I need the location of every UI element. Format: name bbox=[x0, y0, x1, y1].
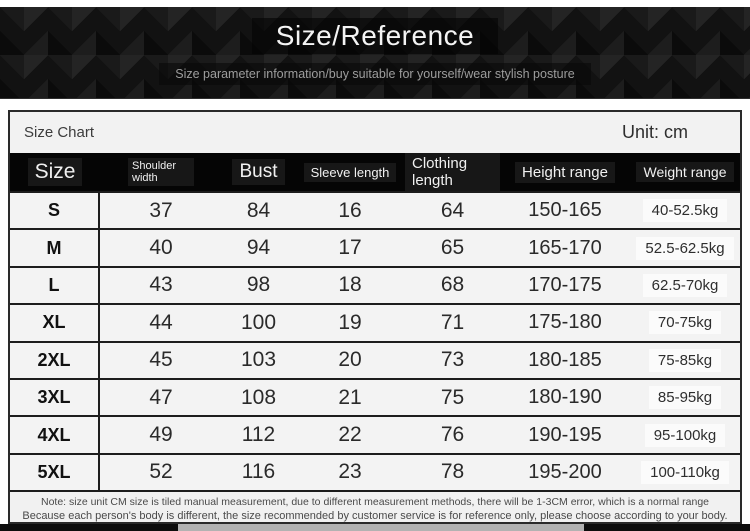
weight-cell bbox=[630, 193, 740, 228]
clothing-cell: 68 bbox=[440, 273, 465, 297]
header-cell-weight bbox=[630, 153, 740, 191]
header-cell-bust bbox=[222, 153, 295, 191]
bust-cell: 98 bbox=[246, 273, 271, 297]
header-size-label: Size bbox=[28, 158, 83, 186]
height-cell: 180-190 bbox=[528, 386, 602, 409]
height-cell: 175-180 bbox=[528, 311, 602, 334]
shoulder-cell: 43 bbox=[149, 273, 173, 297]
bust-cell: 112 bbox=[241, 423, 276, 447]
shoulder-cell: 37 bbox=[149, 198, 173, 222]
sleeve-cell: 22 bbox=[338, 423, 362, 447]
weight-value: 85-95kg bbox=[649, 386, 721, 409]
bottom-strip-gray-segment bbox=[178, 524, 584, 531]
table-row-3xl bbox=[10, 378, 740, 415]
measurement-note bbox=[10, 490, 740, 522]
size-cell: 4XL bbox=[10, 417, 100, 452]
size-chart-panel bbox=[8, 110, 742, 524]
clothing-cell: 71 bbox=[440, 310, 465, 334]
bust-cell: 94 bbox=[246, 236, 271, 260]
shoulder-cell: 52 bbox=[149, 460, 173, 484]
unit-label: Unit: cm bbox=[621, 122, 688, 142]
header-cell-sleeve bbox=[295, 153, 405, 191]
height-cell: 195-200 bbox=[528, 460, 602, 483]
shoulder-cell: 40 bbox=[149, 236, 173, 260]
table-row-s bbox=[10, 191, 740, 228]
table-header-row bbox=[10, 153, 740, 191]
header-cell-size bbox=[10, 153, 100, 191]
weight-cell bbox=[630, 417, 740, 452]
weight-cell bbox=[630, 380, 740, 415]
header-sleeve-label: Sleeve length bbox=[304, 163, 397, 182]
table-row-2xl bbox=[10, 341, 740, 378]
weight-cell bbox=[630, 455, 740, 490]
height-cell: 170-175 bbox=[528, 273, 602, 296]
table-row-xl bbox=[10, 303, 740, 340]
weight-cell bbox=[630, 230, 740, 265]
note-line-1: Note: size unit CM size is tiled manual measurement, due to different measurement methods, there will be 1-3CM error, which is a normal range bbox=[40, 496, 710, 509]
clothing-cell: 64 bbox=[440, 198, 465, 222]
header-cell-height bbox=[500, 153, 630, 191]
size-chart-header-bar bbox=[10, 112, 740, 153]
sleeve-cell: 21 bbox=[338, 385, 362, 409]
weight-cell bbox=[630, 305, 740, 340]
weight-cell bbox=[630, 343, 740, 378]
bust-cell: 84 bbox=[246, 198, 271, 222]
page-subtitle: Size parameter information/buy suitable for yourself/wear stylish posture bbox=[159, 63, 591, 85]
size-cell: S bbox=[10, 193, 100, 228]
size-cell: 3XL bbox=[10, 380, 100, 415]
clothing-cell: 73 bbox=[440, 348, 465, 372]
sleeve-cell: 20 bbox=[338, 348, 362, 372]
header-cell-shoulder bbox=[100, 153, 222, 191]
header-clothing-label: Clothing length bbox=[405, 153, 500, 191]
bottom-strip bbox=[0, 524, 750, 531]
shoulder-cell: 45 bbox=[149, 348, 173, 372]
weight-value: 62.5-70kg bbox=[643, 274, 728, 297]
page-title: Size/Reference bbox=[252, 18, 498, 54]
weight-cell bbox=[630, 268, 740, 303]
sleeve-cell: 18 bbox=[338, 273, 362, 297]
size-cell: M bbox=[10, 230, 100, 265]
clothing-cell: 78 bbox=[440, 460, 465, 484]
weight-value: 70-75kg bbox=[649, 311, 721, 334]
shoulder-cell: 47 bbox=[149, 385, 173, 409]
bust-cell: 103 bbox=[240, 348, 277, 372]
clothing-cell: 75 bbox=[440, 385, 465, 409]
header-shoulder-label: Shoulder width bbox=[128, 158, 194, 186]
banner bbox=[0, 7, 750, 99]
bust-cell: 100 bbox=[240, 310, 277, 334]
sleeve-cell: 17 bbox=[338, 236, 362, 260]
table-row-5xl bbox=[10, 453, 740, 490]
header-height-label: Height range bbox=[515, 162, 615, 183]
shoulder-cell: 49 bbox=[149, 423, 173, 447]
table-body bbox=[10, 191, 740, 490]
table-row-m bbox=[10, 228, 740, 265]
clothing-cell: 76 bbox=[440, 423, 465, 447]
table-row-4xl bbox=[10, 415, 740, 452]
size-cell: 2XL bbox=[10, 343, 100, 378]
sleeve-cell: 19 bbox=[338, 310, 362, 334]
clothing-cell: 65 bbox=[440, 236, 465, 260]
size-cell: XL bbox=[10, 305, 100, 340]
height-cell: 165-170 bbox=[528, 236, 602, 259]
header-cell-clothing bbox=[405, 153, 500, 191]
size-chart-label: Size Chart bbox=[24, 124, 95, 141]
bust-cell: 116 bbox=[241, 460, 276, 484]
bust-cell: 108 bbox=[240, 385, 277, 409]
weight-value: 100-110kg bbox=[641, 461, 729, 484]
shoulder-cell: 44 bbox=[149, 310, 173, 334]
size-cell: 5XL bbox=[10, 455, 100, 490]
height-cell: 190-195 bbox=[528, 423, 602, 446]
weight-value: 75-85kg bbox=[649, 349, 721, 372]
header-weight-label: Weight range bbox=[636, 162, 733, 182]
weight-value: 95-100kg bbox=[645, 424, 726, 447]
size-cell: L bbox=[10, 268, 100, 303]
note-line-2: Because each person's body is different, the size recommended by customer service is for reference only, please choose according to your body. bbox=[22, 510, 728, 523]
height-cell: 180-185 bbox=[528, 348, 602, 371]
sleeve-cell: 23 bbox=[338, 460, 362, 484]
weight-value: 52.5-62.5kg bbox=[636, 237, 733, 260]
table-row-l bbox=[10, 266, 740, 303]
height-cell: 150-165 bbox=[528, 199, 602, 222]
weight-value: 40-52.5kg bbox=[643, 199, 728, 222]
header-bust-label: Bust bbox=[232, 159, 284, 185]
sleeve-cell: 16 bbox=[338, 198, 362, 222]
